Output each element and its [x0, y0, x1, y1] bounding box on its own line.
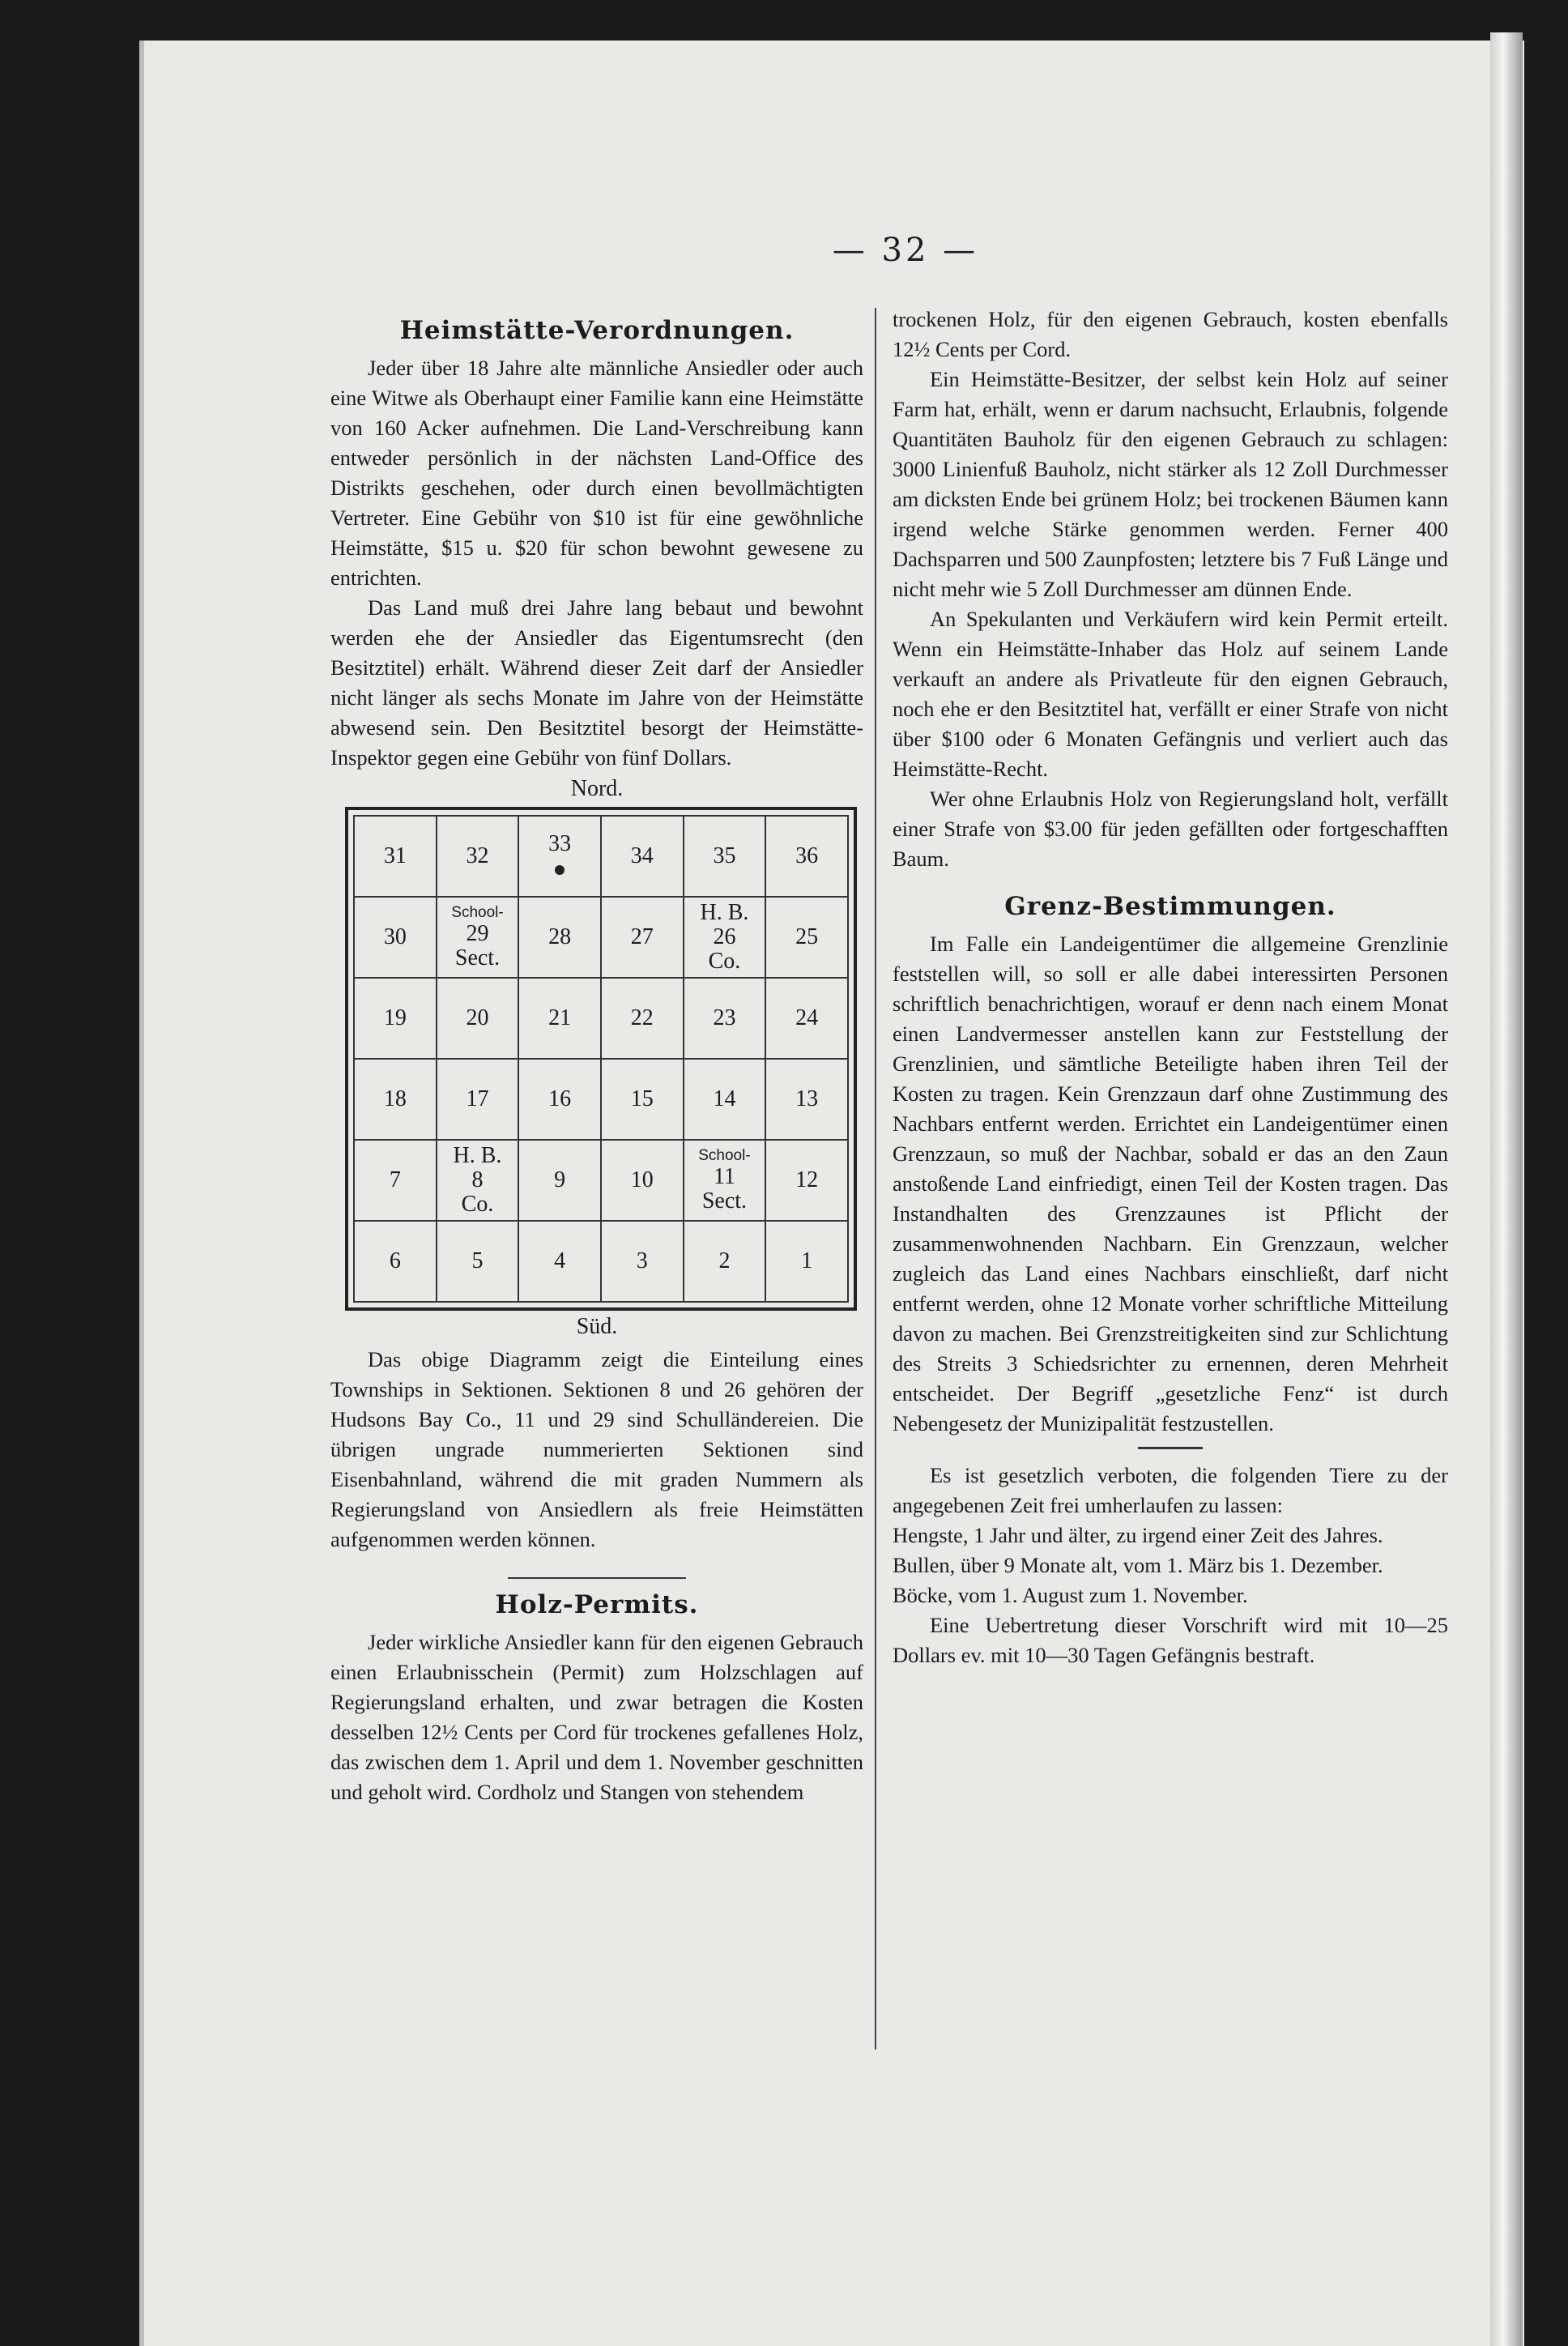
section-owner-label: School- — [698, 1147, 751, 1164]
paragraph: Das Land muß drei Jahre lang bebaut und bewohnt werden ehe der Ansiedler das Eigentumsrecht (den Besitztitel) erhält. Während dieser Zeit darf der Ansiedler nicht länger als sechs Monate im Jahre von der Heimstätte abwesend sein. Den Besitztitel besorgt der Heimstätte-Inspektor gegen eine Gebühr von fünf Dollars. — [330, 595, 863, 770]
list-item: Bullen, über 9 Monate alt, vom 1. März bis 1. Dezember. — [893, 1553, 1383, 1577]
page-edge — [1490, 32, 1523, 2346]
section-owner-label: Sect. — [454, 945, 501, 970]
section-cell — [601, 978, 684, 1059]
section-cell — [601, 1059, 684, 1140]
section-number: 24 — [795, 1005, 819, 1030]
township-diagram — [345, 807, 857, 1311]
grid-row — [354, 1140, 848, 1221]
section-number: 7 — [389, 1167, 401, 1192]
section-cell — [765, 816, 848, 897]
section-number: 4 — [554, 1248, 566, 1273]
section-cell — [518, 897, 601, 978]
section-cell — [765, 1059, 848, 1140]
page-number: — 32 — — [832, 232, 979, 269]
list-item: Böcke, vom 1. August zum 1. November. — [893, 1583, 1248, 1607]
section-number: 20 — [466, 1005, 489, 1030]
section-number: 32 — [466, 843, 489, 868]
paragraph: Im Falle ein Landeigentümer die allgemeine Grenzlinie feststellen will, so soll er alle dabei interessirten Personen schriftlich benachrichtigen, worauf er denn nach einem Monat einen Landvermesser anstellen kann zur Feststellung der Grenzlinien, und sämtliche Beteiligte haben ihren Teil der Kosten zu tragen. Kein Grenzzaun darf ohne Zustimmung des Nachbars entfernt werden. Errichtet ein Landeigentümer einen Grenzzaun, so muß der Nachbar, sobald er das an den Zaun anstoßende Land einfriedigt, einen Teil der Kosten tragen. Das Instandhalten des Grenzzaunes ist Pflicht der zusammenwohnenden Nachbarn. Ein Grenzzaun, welcher zugleich das Land eines Nachbars einschließt, darf nicht entfernt werden, ohne 12 Monate vorher schriftliche Mitteilung davon zu machen. Bei Grenzstreitigkeiten sind zur Schlichtung des Streits 3 Schiedsrichter zu ernennen, deren Mehrheit entscheidet. Der Begriff „gesetzliche Fenz“ ist durch Nebengesetz der Munizipalität festzustellen. — [893, 932, 1448, 1435]
section-cell — [684, 1059, 766, 1140]
section-owner-label: Co. — [708, 949, 741, 974]
compass-south-label: Süd. — [576, 1314, 618, 1339]
section-number: 23 — [713, 1005, 736, 1030]
paragraph: Das obige Diagramm zeigt die Einteilung eines Townships in Sektionen. Sektionen 8 und 26 gehören der Hudsons Bay Co., 11 und 29 sind Schulländereien. Die übrigen ungrade nummerierten Sektionen sind Eisenbahnland, während die mit graden Nummern als Regierungsland von Ansiedlern als freie Heimstätten aufgenommen werden können. — [330, 1347, 863, 1551]
paragraph: Eine Uebertretung dieser Vorschrift wird mit 10—25 Dollars ev. mit 10—30 Tagen Gefängnis bestraft. — [893, 1613, 1448, 1667]
section-number: 35 — [713, 843, 736, 868]
section-cell — [765, 1221, 848, 1302]
section-owner-label: School- — [451, 904, 504, 921]
section-owner-label: Co. — [461, 1192, 494, 1217]
section-owner-label: H. B. — [453, 1143, 502, 1168]
section-cell — [437, 1059, 519, 1140]
grid-row — [354, 1221, 848, 1302]
section-number: 11 — [713, 1164, 735, 1189]
section-cell — [684, 978, 766, 1059]
grid-row — [354, 978, 848, 1059]
section-cell — [354, 1140, 437, 1221]
heading-holz-permits: Holz-Permits. — [495, 1590, 699, 1619]
section-cell — [437, 978, 519, 1059]
section-number: 5 — [471, 1248, 484, 1273]
section-cell — [437, 816, 519, 897]
section-cell — [601, 1221, 684, 1302]
section-number: 33 — [548, 831, 572, 856]
page-content — [322, 217, 1448, 2080]
section-cell — [437, 1221, 519, 1302]
section-number: 21 — [548, 1005, 572, 1030]
section-number: 29 — [466, 921, 489, 946]
section-number: 31 — [383, 843, 407, 868]
section-number: 34 — [630, 843, 654, 868]
section-cell — [684, 1140, 766, 1221]
section-number: 15 — [630, 1086, 654, 1111]
section-number: 13 — [795, 1086, 819, 1111]
section-cell — [518, 1140, 601, 1221]
paragraph: An Spekulanten und Verkäufern wird kein Permit erteilt. Wenn ein Heimstätte-Inhaber das Holz auf seinem Lande verkauft an andere als Privatleute für den eignen Gebrauch, noch ehe er den Besitztitel hat, verfällt er einer Strafe von nicht über $100 oder 6 Monaten Gefängnis und verliert auch das Heimstätte-Recht. — [893, 607, 1448, 781]
section-owner-label: H. B. — [700, 900, 749, 925]
list-item: Hengste, 1 Jahr und älter, zu irgend einer Zeit des Jahres. — [893, 1523, 1383, 1547]
section-number: 22 — [630, 1005, 654, 1030]
section-number: 6 — [389, 1248, 401, 1273]
section-cell — [684, 816, 766, 897]
grid-row — [354, 897, 848, 978]
section-number: 16 — [548, 1086, 572, 1111]
section-cell — [765, 1140, 848, 1221]
section-cell — [601, 1140, 684, 1221]
section-number: 2 — [718, 1248, 731, 1273]
section-number: 3 — [636, 1248, 648, 1273]
section-cell — [437, 897, 519, 978]
section-cell — [518, 978, 601, 1059]
section-number: 26 — [713, 924, 736, 949]
paragraph: trockenen Holz, für den eigenen Gebrauch, kosten ebenfalls 12½ Cents per Cord. — [893, 307, 1448, 361]
paragraph: Jeder wirkliche Ansiedler kann für den eigenen Gebrauch einen Erlaubnisschein (Permit) zum Holzschlagen auf Regierungsland erhalten, und zwar betragen die Kosten desselben 12½ Cents per Cord für trockenes gefallenes Holz, das zwischen dem 1. April und dem 1. November geschnitten und geholt wird. Cordholz und Stangen von stehendem — [330, 1630, 863, 1804]
section-cell — [684, 897, 766, 978]
section-number: 36 — [795, 843, 819, 868]
section-cell — [437, 1140, 519, 1221]
section-number: 19 — [383, 1005, 407, 1030]
township-grid — [353, 815, 849, 1303]
right-column — [893, 305, 1448, 1670]
grid-row — [354, 1059, 848, 1140]
section-number: 25 — [795, 924, 819, 949]
section-cell — [601, 816, 684, 897]
section-cell — [518, 1221, 601, 1302]
section-cell — [765, 897, 848, 978]
dot-marker — [555, 865, 565, 875]
section-cell — [684, 1221, 766, 1302]
section-cell — [601, 897, 684, 978]
section-cell — [354, 1221, 437, 1302]
section-cell — [354, 897, 437, 978]
section-number: 10 — [630, 1167, 654, 1192]
divider — [1138, 1447, 1203, 1449]
compass-north-label: Nord. — [570, 776, 624, 801]
heading-heimstaette: Heimstätte-Verordnungen. — [399, 316, 795, 345]
section-cell — [518, 816, 601, 897]
section-number: 27 — [630, 924, 654, 949]
section-number: 17 — [466, 1086, 489, 1111]
paragraph: Jeder über 18 Jahre alte männliche Ansiedler oder auch eine Witwe als Oberhaupt einer Familie kann eine Heimstätte von 160 Acker aufnehmen. Die Land-Verschreibung kann entweder persönlich in der nächsten Land-Office des Distrikts geschehen, oder durch einen bevollmächtigten Vertreter. Eine Gebühr von $10 ist für eine gewöhnliche Heimstätte, $15 u. $20 für schon bewohnt gewesene zu entrichten. — [330, 356, 863, 590]
animal-list — [893, 1521, 1448, 1610]
section-owner-label: Sect. — [701, 1188, 748, 1214]
divider — [508, 1577, 686, 1579]
section-number: 8 — [471, 1167, 484, 1192]
section-cell — [354, 816, 437, 897]
grid-row — [354, 816, 848, 897]
section-cell — [354, 1059, 437, 1140]
section-cell — [518, 1059, 601, 1140]
section-number: 1 — [801, 1248, 813, 1273]
heading-grenz: Grenz-Bestimmungen. — [1004, 892, 1336, 921]
paragraph: Ein Heimstätte-Besitzer, der selbst kein Holz auf seiner Farm hat, erhält, wenn er darum nachsucht, Erlaubnis, folgende Quantitäten Bauholz für den eigenen Gebrauch zu schlagen: 3000 Linienfuß Bauholz, nicht stärker als 12 Zoll Durchmesser am dicksten Ende bei grünem Holz; bei trockenen Bäumen kann irgend welche Stärke genommen werden. Ferner 400 Dachsparren und 500 Zaunpfosten; letztere bis 7 Fuß Länge und nicht mehr wie 5 Zoll Durchmesser am dünnen Ende. — [893, 367, 1448, 601]
paragraph: Wer ohne Erlaubnis Holz von Regierungsland holt, verfällt einer Strafe von $3.00 für jeden gefällten oder fortgeschafften Baum. — [893, 787, 1448, 871]
section-number: 14 — [713, 1086, 736, 1111]
left-column — [330, 305, 863, 1807]
section-cell — [354, 978, 437, 1059]
section-number: 28 — [548, 924, 572, 949]
column-divider — [875, 308, 876, 2050]
paragraph: Es ist gesetzlich verboten, die folgenden Tiere zu der angegebenen Zeit frei umherlaufen zu lassen: — [893, 1463, 1448, 1517]
section-number: 12 — [795, 1167, 819, 1192]
section-cell — [765, 978, 848, 1059]
section-number: 18 — [383, 1086, 407, 1111]
section-number: 30 — [383, 924, 407, 949]
section-number: 9 — [554, 1167, 566, 1192]
